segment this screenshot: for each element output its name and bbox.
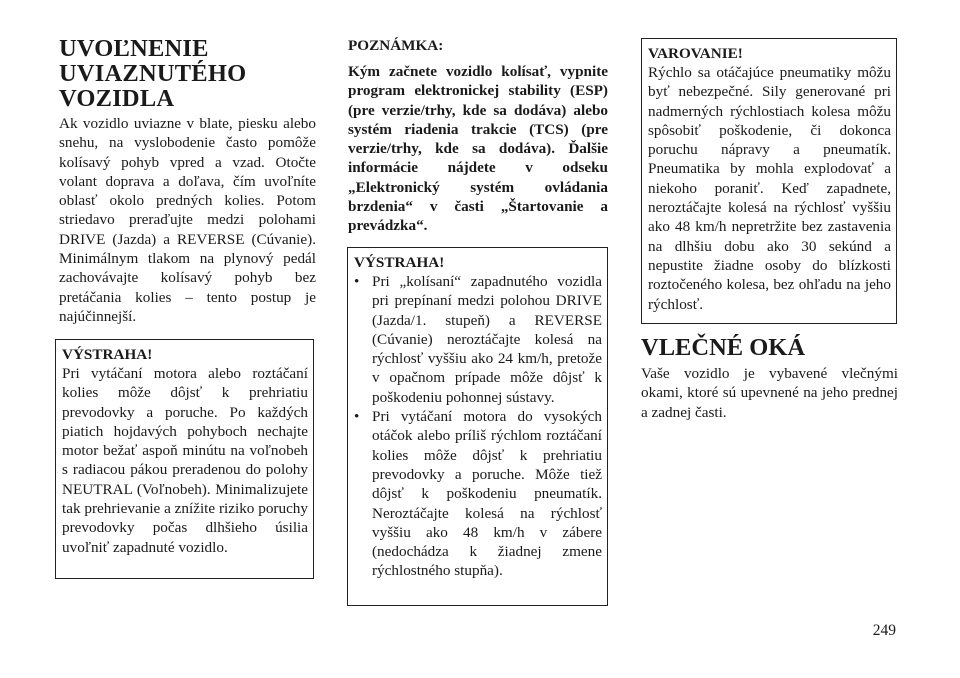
body-paragraph: Vaše vozidlo je vybavené vlečnými okami, ktoré sú upevnené na jeho prednej a zadnej časti.: [641, 365, 898, 421]
title-line: UVOĽNENIE: [59, 35, 209, 62]
warning-bullet: [354, 272, 602, 407]
warning-heading: VÝSTRAHA!: [62, 346, 153, 363]
bullet-text: Pri „kolísaní“ zapadnutého vozidla pri prepínaní medzi polohou DRIVE (Jazda/1. stupeň) a REVERSE (Cúvanie) neroztáčajte kolesá na rýchlosť vyššiu ako 24 km/h, pretože v opačnom prípade môže dôjsť k poškodeniu pohonnej sústavy.: [372, 273, 602, 406]
bullet-text: Pri vytáčaní motora do vysokých otáčok alebo príliš rýchlom roztáčaní kolies môže dôjsť k prehriatiu prevodovky a poruche. Môže tiež dôjsť k poškodeniu pneumatík. Neroztáčajte kolesá na rýchlosť vyššiu ako 48 km/h v zábere (nedochádza k žiadnej zmene rýchlostného stupňa).: [372, 408, 602, 580]
warning-box-rocking: [347, 247, 608, 606]
column-left: [59, 36, 316, 326]
warning-box-tires: [641, 38, 897, 324]
warning-box-transmission: [55, 339, 314, 579]
warning-bullet: [354, 407, 602, 581]
warning-text: Rýchlo sa otáčajúce pneumatiky môžu byť nebezpečné. Sily generované pri nadmerných rýchlostiach kolesa môžu spôsobiť poškodenie, či dokonca poruchu nápravy a pneumatík. Pneumatika by mohla explodovať a niekoho poraniť. Keď zapadnete, neroztáčajte kolesá na rýchlosť vyššiu ako 48 km/h nepretržite bez zastavenia na dlhšiu dobu ako 30 sekúnd a nepustite žiadne osoby do blízkosti roztočeného kolesa, bez ohľadu na jeho rýchlosť.: [648, 64, 891, 313]
warning-heading: VÝSTRAHA!: [354, 254, 445, 271]
title-line: UVIAZNUTÉHO: [59, 60, 247, 87]
warning-text: Pri vytáčaní motora alebo roztáčaní kolies môže dôjsť k prehriatiu prevodovky a poruche. Po každých piatich hojdavých pohyboch nechajte motor bežať aspoň minútu na voľnobeh s radiacou pákou preradenou do polohy NEUTRAL (Voľnobeh). Minimalizujete tak prehrievanie a znížite riziko poruchy prevodovky počas dlhšieho úsilia uvoľniť zapadnuté vozidlo.: [62, 365, 308, 556]
title-line: VOZIDLA: [59, 85, 175, 112]
warning-heading: VAROVANIE!: [648, 45, 743, 62]
bullet-mark: •: [354, 408, 360, 426]
note-heading: POZNÁMKA:: [348, 37, 444, 54]
column-right-section: [641, 335, 898, 422]
column-middle: [348, 36, 608, 236]
bullet-mark: •: [354, 273, 360, 290]
section-title-tow-hooks: VLEČNÉ OKÁ: [641, 334, 806, 361]
note-text: Kým začnete vozidlo kolísať, vypnite program elektronickej stability (ESP) (pre verzie/trhy, kde sa dodáva) alebo systém riadenia trakcie (TCS) (pre verzie/trhy, kde sa dodáva). Ďalšie informácie nájdete v odseku „Elektronický systém ovládania brzdenia“ v časti „Štartovanie a prevádzka“.: [348, 63, 608, 235]
body-paragraph: Ak vozidlo uviazne v blate, piesku alebo snehu, na vyslobodenie často pomôže kolísavý pohyb vpred a vzad. Otočte volant doprava a doľava, čím uvoľníte oblasť okolo predných kolies. Potom striedavo preraďujte medzi polohami DRIVE (Jazda) a REVERSE (Cúvanie). Minimálnym tlakom na plynový pedál zachovávajte kolísavý pohyb bez pretáčania kolies – tento postup je najúčinnejší.: [59, 115, 316, 325]
section-title-freeing-vehicle: [59, 36, 316, 111]
page-number: 249: [872, 622, 896, 639]
